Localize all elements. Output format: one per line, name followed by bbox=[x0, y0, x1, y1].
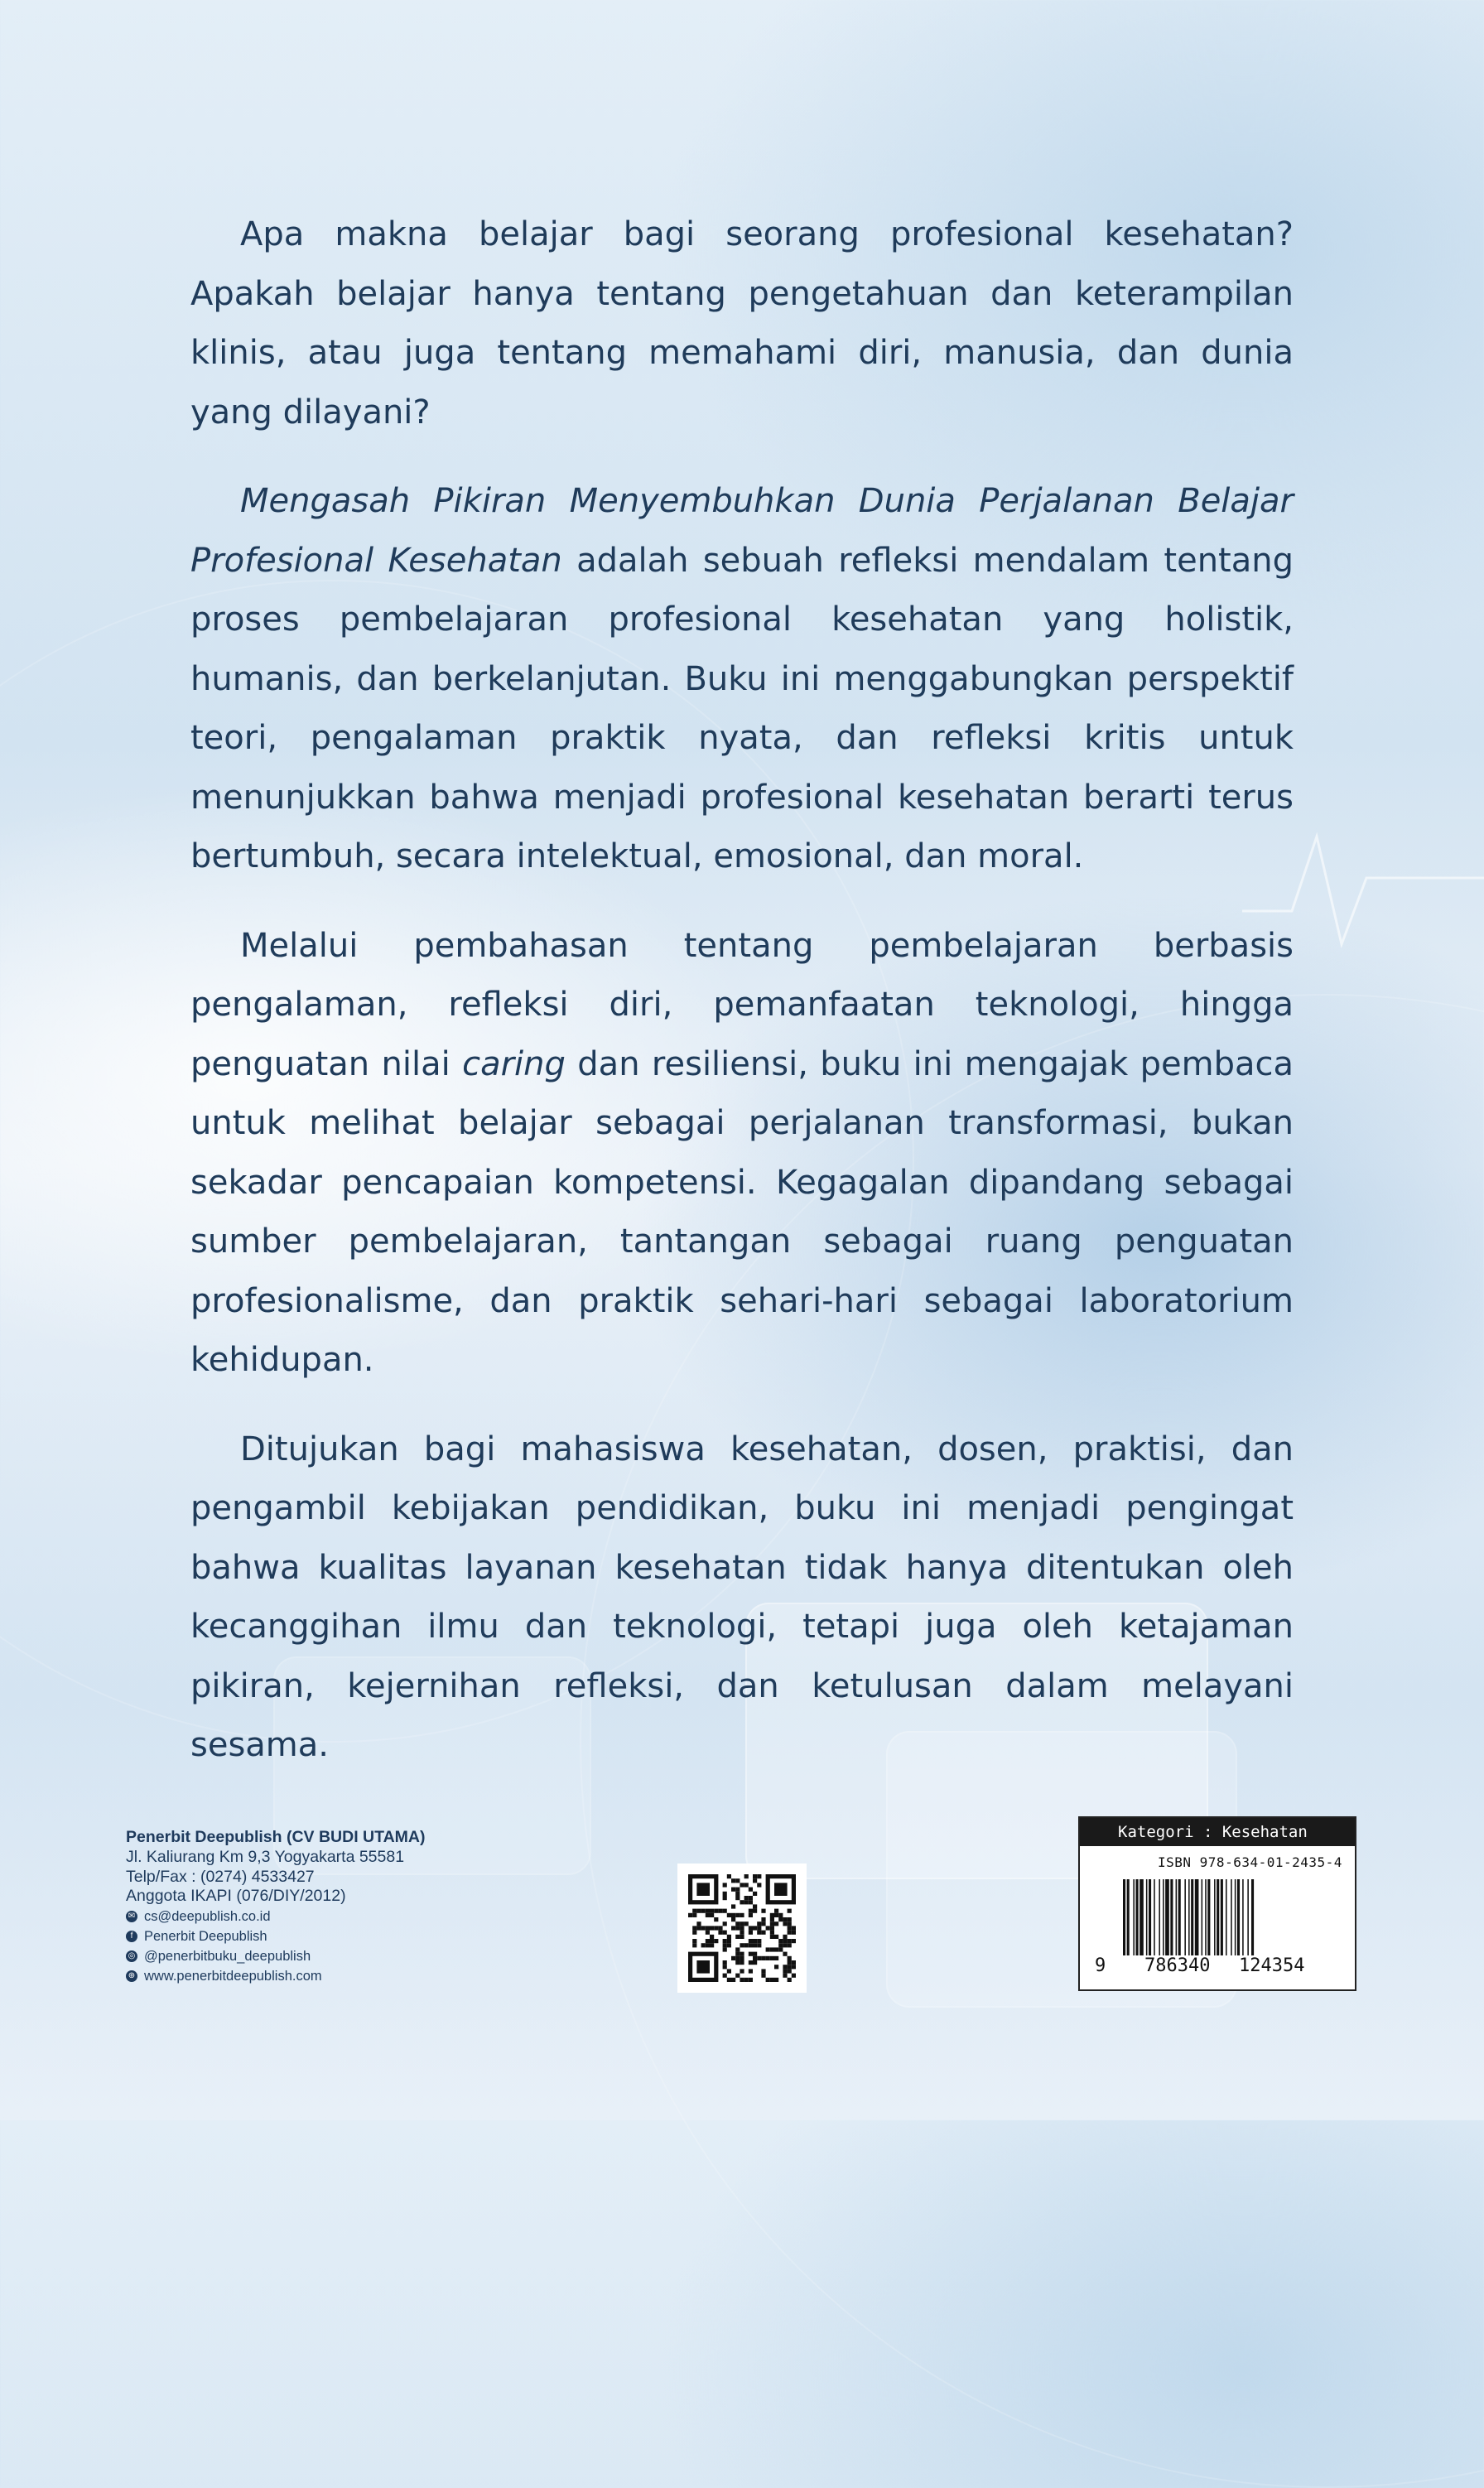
barcode-digit-group-1: 786340 bbox=[1144, 1955, 1211, 1976]
blurb-paragraph-3-start: Melalui pembahasan tentang pembelajaran berbasis pengalaman, refleksi diri, pemanfaatan teknologi, hingga penguatan nilai bbox=[190, 926, 1294, 1083]
facebook-icon: f bbox=[126, 1931, 137, 1942]
barcode bbox=[1123, 1879, 1313, 1955]
barcode-digit-group-2: 124354 bbox=[1239, 1955, 1305, 1976]
instagram-icon: ◎ bbox=[126, 1950, 137, 1962]
qr-code bbox=[677, 1864, 807, 1993]
contact-email: ✉ cs@deepublish.co.id bbox=[126, 1907, 590, 1926]
category-label: Kategori : Kesehatan bbox=[1080, 1818, 1355, 1846]
blurb-paragraph-2-text: adalah sebuah refleksi mendalam tentang proses pembelajaran profesional kesehatan yang holistik, humanis, dan berkelanjutan. Buku ini menggabungkan perspektif teori, pengalaman praktik nyata, dan refleksi kritis untuk menunjukkan bahwa menjadi profesional kesehatan berarti terus bertumbuh, secara intelektual, emosional, dan moral. bbox=[190, 541, 1294, 875]
publisher-address: Jl. Kaliurang Km 9,3 Yogyakarta 55581 bbox=[126, 1848, 405, 1866]
caring-italic: caring bbox=[462, 1044, 566, 1083]
barcode-digit-lead: 9 bbox=[1095, 1955, 1106, 1976]
publisher-info bbox=[126, 1826, 590, 1986]
publisher-phone: Telp/Fax : (0274) 4533427 bbox=[126, 1867, 315, 1886]
contact-website: ⊕ www.penerbitdeepublish.com bbox=[126, 1966, 590, 1986]
email-icon: ✉ bbox=[126, 1911, 137, 1922]
blurb-paragraph-3-rest: dan resiliensi, buku ini mengajak pembaca untuk melihat belajar sebagai perjalanan transformasi, bukan sekadar pencapaian kompetensi. Kegagalan dipandang sebagai sumber pembelajaran, tantangan sebagai ruang penguatan profesionalisme, dan praktik sehari-hari sebagai laboratorium kehidupan. bbox=[190, 1044, 1294, 1379]
isbn-barcode-box bbox=[1078, 1816, 1356, 1991]
blurb-paragraph-4: Ditujukan bagi mahasiswa kesehatan, dosen, praktisi, dan pengambil kebijakan pendidikan, buku ini menjadi pengingat bahwa kualitas layanan kesehatan tidak hanya ditentukan oleh kecanggihan ilmu dan teknologi, tetapi juga oleh ketajaman pikiran, kejernihan refleksi, dan ketulusan dalam melayani sesama. bbox=[190, 1430, 1294, 1764]
web-icon: ⊕ bbox=[126, 1970, 137, 1982]
publisher-name: Penerbit Deepublish (CV BUDI UTAMA) bbox=[126, 1828, 426, 1846]
book-title-italic: Mengasah Pikiran Menyembuhkan Dunia Perjalanan Belajar Profesional Kesehatan bbox=[190, 482, 1294, 580]
blurb-paragraph-1: Apa makna belajar bagi seorang profesional kesehatan? Apakah belajar hanya tentang pengetahuan dan keterampilan klinis, atau juga tentang memahami diri, manusia, dan dunia yang dilayani? bbox=[190, 215, 1294, 432]
blurb-paragraph-3 bbox=[190, 917, 1294, 1391]
contact-instagram: ◎ @penerbitbuku_deepublish bbox=[126, 1946, 590, 1966]
isbn-number: ISBN 978-634-01-2435-4 bbox=[1158, 1854, 1342, 1870]
back-cover-blurb bbox=[190, 205, 1294, 1806]
contact-facebook: f Penerbit Deepublish bbox=[126, 1926, 590, 1946]
publisher-membership: Anggota IKAPI (076/DIY/2012) bbox=[126, 1887, 346, 1905]
blurb-paragraph-2 bbox=[190, 472, 1294, 887]
